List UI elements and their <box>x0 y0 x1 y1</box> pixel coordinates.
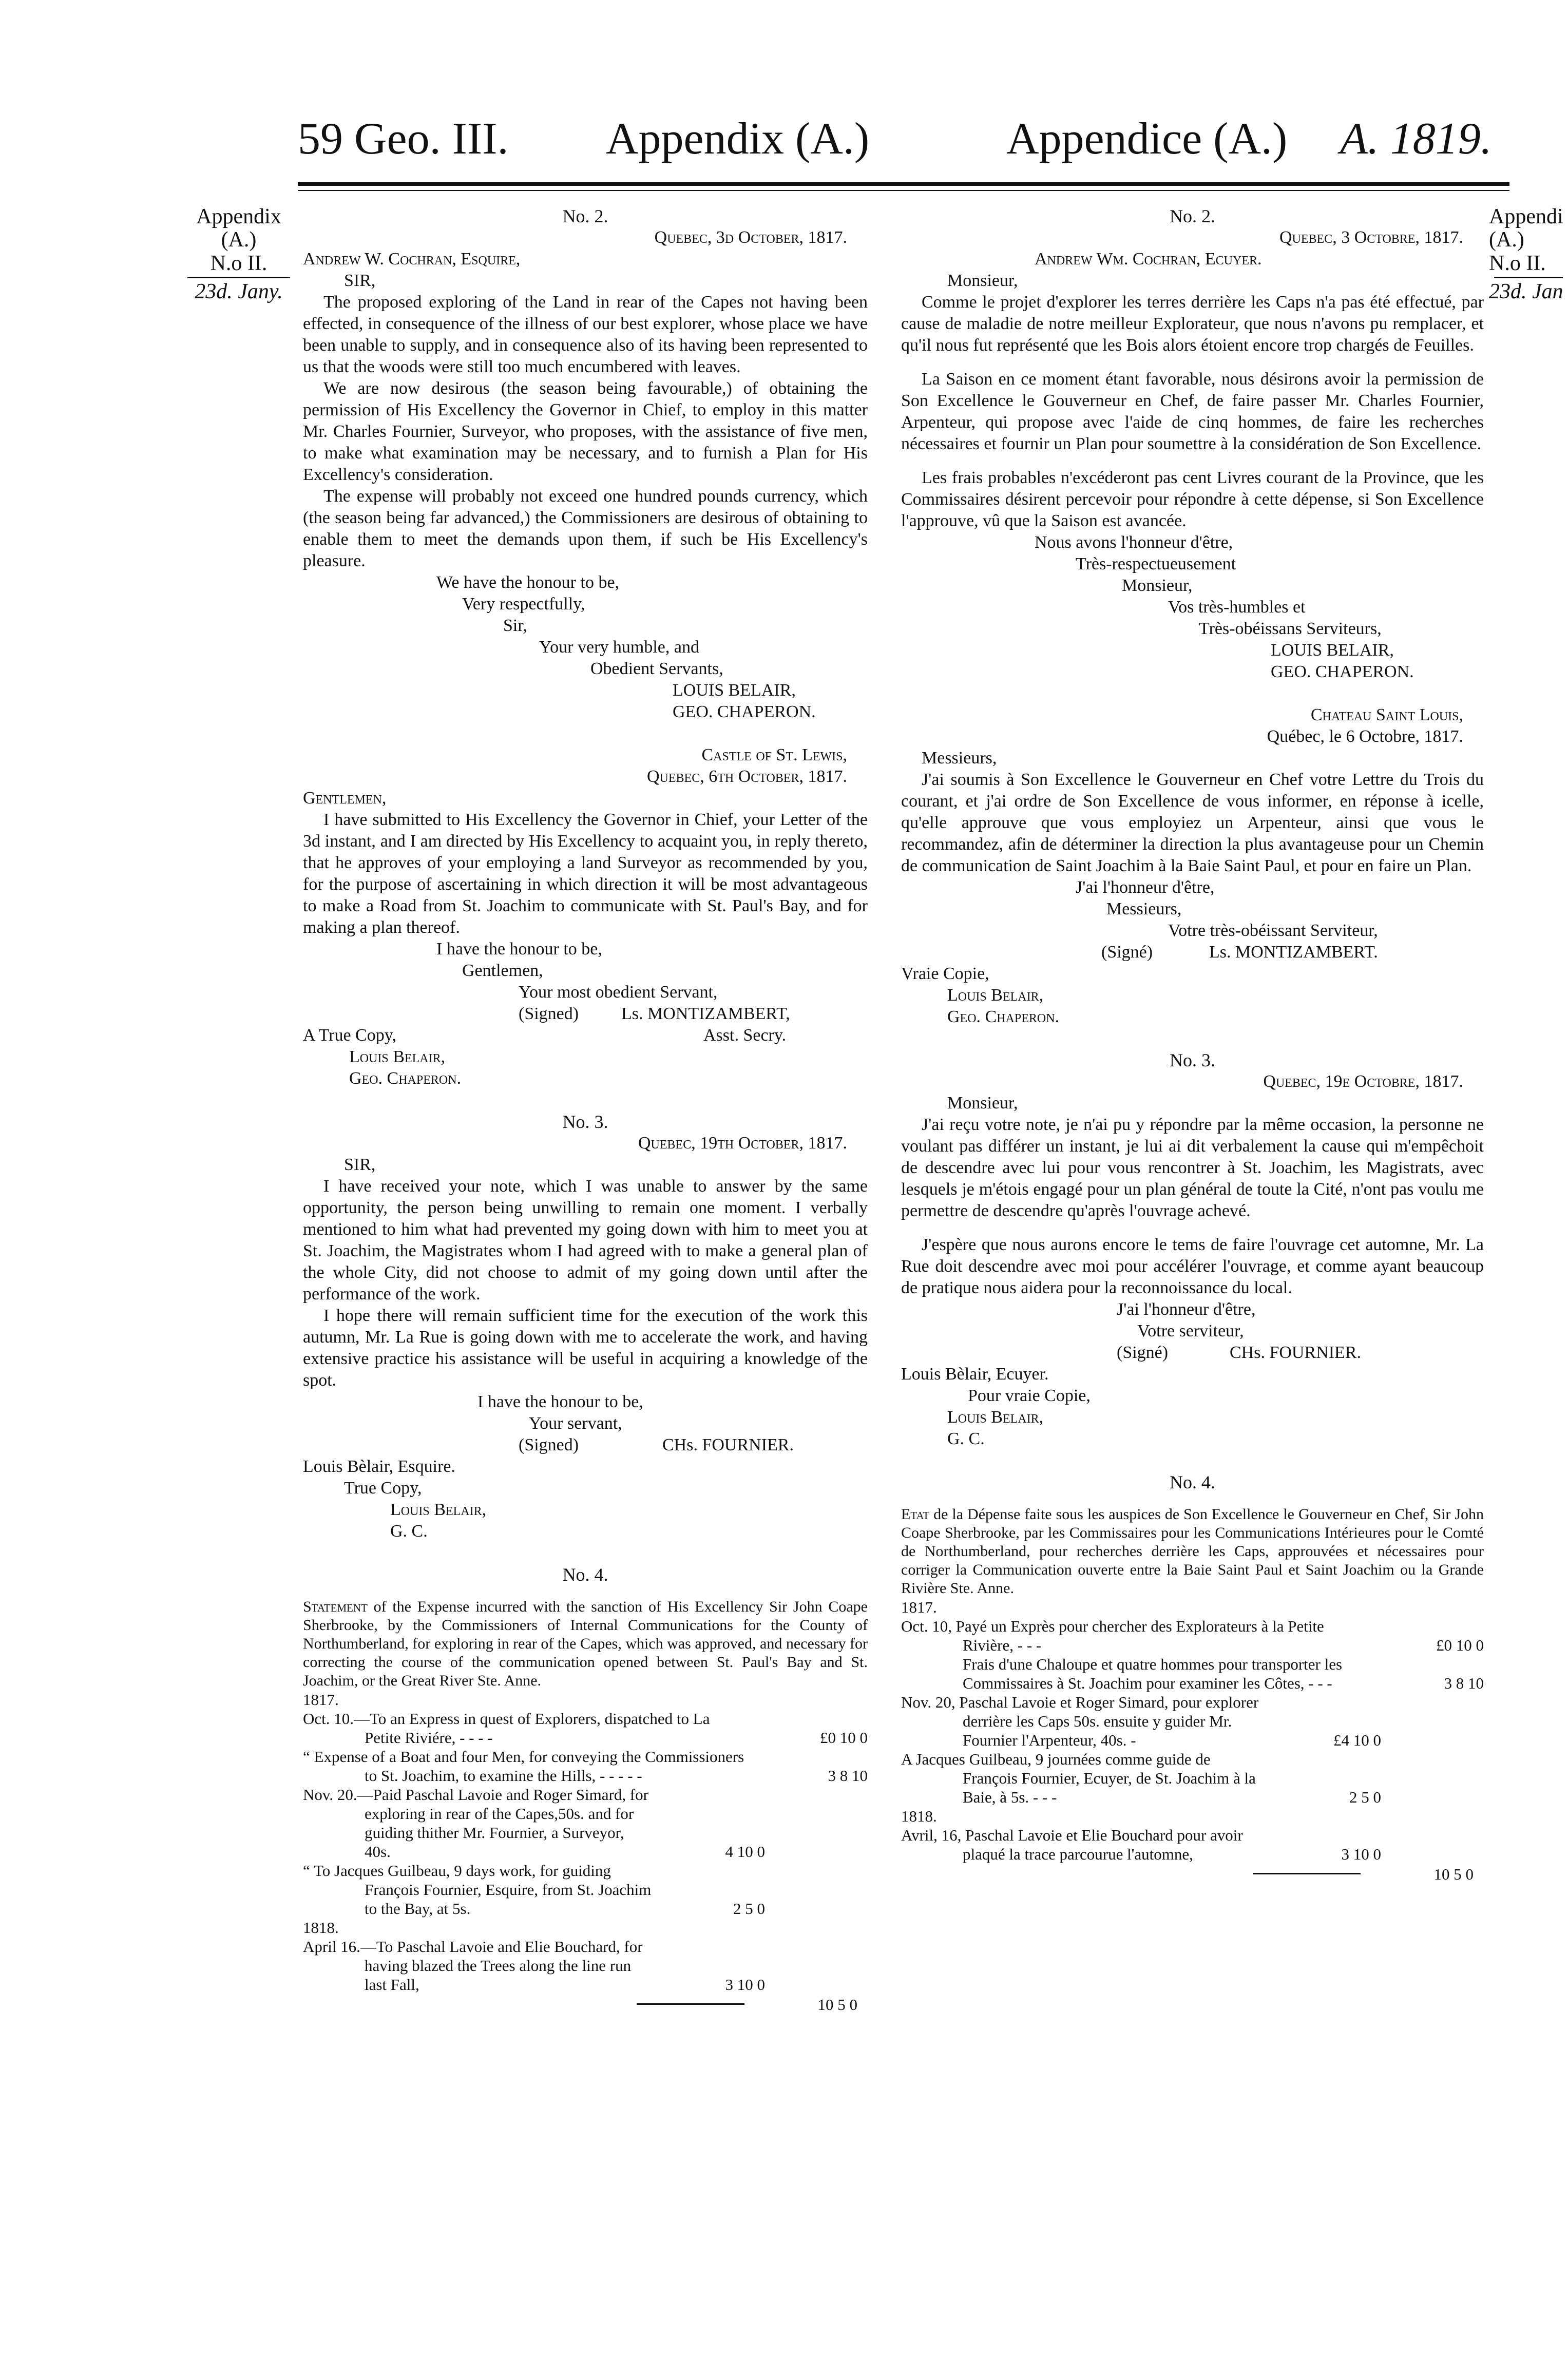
header-title-english: Appendix (A.) <box>606 114 870 164</box>
true-copy-label: A True Copy, <box>303 1026 397 1045</box>
copy-signature: Geo. Chaperon. <box>947 1007 1060 1026</box>
true-copy-label: True Copy, <box>344 1479 422 1498</box>
letter-place: Castle of St. Lewis, <box>701 745 847 764</box>
letter-salutation: Monsieur, <box>947 1094 1018 1113</box>
letter-addressee: Andrew W. Cochran, Esquire, <box>303 250 521 269</box>
statement-total-row <box>901 1864 1484 1884</box>
letter-paragraph: Les frais probables n'excéderont pas cent Livres courant de la Province, que les Commissaires désirent percevoir pour répondre à cette dépense, si Son Excellence l'approuve, vû que la Saison est avancée. <box>901 468 1484 530</box>
expense-item <box>303 1861 868 1918</box>
letter-dateline: Quebec, 19th October, 1817. <box>638 1134 847 1153</box>
expense-text: “ To Jacques Guilbeau, 9 days work, for guiding François Fournier, Esquire, from St. Joachim to the Bay, at 5s. <box>303 1862 652 1918</box>
expense-item <box>901 1655 1484 1693</box>
letter-paragraph: J'espère que nous aurons encore le tems de faire l'ouvrage cet automne, Mr. La Rue doit descendre avec moi pour accélérer l'ouvrage, et comme ayant beaucoup de pratique nous aidera pour la reconnoissance du local. <box>901 1235 1484 1297</box>
header-title-french: Appendice (A.) <box>1006 114 1288 164</box>
expense-amount: £0 10 0 <box>820 1729 868 1747</box>
expense-amount: 3 10 0 <box>725 1976 765 1994</box>
expense-item <box>303 1937 868 1994</box>
expense-amount: 2 5 0 <box>733 1900 765 1918</box>
margin-note-right <box>1489 205 1568 303</box>
expense-text: Oct. 10.—To an Express in quest of Explorers, dispatched to La Petite Riviére, - - - - <box>303 1710 710 1747</box>
letter-closing: Your very humble, and <box>539 638 699 657</box>
letter-closing: Gentlemen, <box>462 961 543 980</box>
margin-note-left <box>182 205 295 303</box>
statement-year: 1817. <box>901 1598 937 1616</box>
statement-lead: Statement <box>303 1598 368 1615</box>
expense-item <box>303 1709 868 1747</box>
letter-paragraph: I have submitted to His Excellency the Governor in Chief, your Letter of the 3d instant, and I am directed by His Excellency to acquaint you, in reply thereto, that he approves of your employing a land Surveyor as recommended by you, for the purpose of ascertaining in which direction it will be most advantageous to make a Road from St. Joachim to communicate with St. Paul's Bay, and for making a plan thereof. <box>303 810 868 937</box>
statement-year: 1818. <box>901 1807 937 1825</box>
signed-label: (Signed) <box>519 1004 579 1023</box>
expense-amount: £0 10 0 <box>1436 1636 1484 1654</box>
expense-text: Oct. 10, Payé un Exprès pour chercher des Explorateurs à la Petite Rivière, - - - <box>901 1617 1324 1654</box>
letter-paragraph: The expense will probably not exceed one hundred pounds currency, which (the season being far advanced,) the Commissioners are desirous of obtaining to enable them to meet the demands upon them, if such be His Excellency's pleasure. <box>303 487 868 570</box>
letter-closing: J'ai l'honneur d'être, <box>1076 878 1215 897</box>
letter-signature: LOUIS BELAIR, <box>1271 641 1394 660</box>
margin-number: N.o II. <box>1489 251 1546 275</box>
statement-number: No. 4. <box>562 1564 608 1585</box>
letter-signature: CHs. FOURNIER. <box>1230 1343 1361 1362</box>
letter-paragraph: Comme le projet d'explorer les terres derrière les Caps n'a pas été effectué, par cause de maladie de notre meilleur Explorateur, que nous n'avons pu remplacer, et qu'il nous fut représenté que les Bois alors étoient encore trop chargés de Feuilles. <box>901 293 1484 355</box>
signed-line <box>901 942 1484 963</box>
letter-paragraph: I hope there will remain sufficient time for the execution of the work this autumn, Mr. La Rue is going down with me to accelerate the work, and having extensive practice his assistance will be useful in acquiring a knowledge of the spot. <box>303 1306 868 1390</box>
letter-closing: Your most obedient Servant, <box>519 983 718 1002</box>
letter-closing: Messieurs, <box>1106 899 1182 918</box>
statement-number: No. 4. <box>1170 1472 1215 1492</box>
signed-line <box>303 1434 868 1456</box>
header-rule-thin <box>298 190 1509 191</box>
signatory-title: Asst. Secry. <box>703 1026 787 1045</box>
expense-text: “ Expense of a Boat and four Men, for conveying the Commissioners to St. Joachim, to examine the Hills, - - - - - <box>303 1748 744 1785</box>
letter-dateline: Quebec, 6th October, 1817. <box>646 767 847 786</box>
expense-text: A Jacques Guilbeau, 9 journées comme guide de François Fournier, Ecuyer, de St. Joachim à la Baie, à 5s. - - - <box>901 1750 1256 1806</box>
letter-closing: Vos très-humbles et <box>1168 598 1306 617</box>
expense-item <box>901 1826 1484 1864</box>
letter-salutation: Monsieur, <box>947 271 1018 290</box>
letter-dateline: Quebec, 3 Octobre, 1817. <box>1279 228 1463 247</box>
margin-label: Appendi <box>1489 205 1563 228</box>
expense-text: Nov. 20, Paschal Lavoie et Roger Simard, pour explorer derrière les Caps 50s. ensuite y guider Mr. Fournier l'Arpenteur, 40s. - <box>901 1693 1259 1749</box>
copy-signature: Louis Belair, <box>390 1500 487 1519</box>
letter-closing: Très-obéissans Serviteurs, <box>1199 619 1382 638</box>
expense-amount: £4 10 0 <box>1333 1731 1381 1749</box>
letter-paragraph: J'ai soumis à Son Excellence le Gouverneur en Chef votre Lettre du Trois du courant, et j'ai ordre de Son Excellence de vous informer, en réponse à icelle, qu'elle approuve que vous employiez un Arpenteur, ainsi que vous le recommandez, afin de déterminer la direction la plus avantageuse pour un Chemin de communication de Saint Joachim à la Baie Saint Paul, et pour en faire un Plan. <box>901 770 1484 875</box>
letter-dateline: Quebec, 3d October, 1817. <box>654 228 847 247</box>
true-copy-label: Vraie Copie, <box>901 964 989 983</box>
letter-closing: Sir, <box>503 616 527 635</box>
french-column <box>901 205 1484 1884</box>
margin-sub: (A.) <box>1489 228 1524 252</box>
copy-signature: G. C. <box>947 1429 985 1448</box>
expense-text: Avril, 16, Paschal Lavoie et Elie Bouchard pour avoir plaqué la trace parcourue l'automne, <box>901 1826 1243 1863</box>
expense-text: April 16.—To Paschal Lavoie and Elie Bouchard, for having blazed the Trees along the line run last Fall, <box>303 1938 643 1994</box>
letter-signature: GEO. CHAPERON. <box>1271 662 1414 681</box>
header-reign: 59 Geo. III. <box>298 114 509 164</box>
statement-intro <box>303 1598 868 1690</box>
margin-date: 23d. Jan <box>1489 280 1563 304</box>
letter-closing: Votre très-obéissant Serviteur, <box>1168 921 1378 940</box>
signed-label: (Signé) <box>1101 943 1153 962</box>
letter-signature: Ls. MONTIZAMBERT. <box>1209 943 1378 962</box>
true-copy-label: Pour vraie Copie, <box>968 1386 1091 1405</box>
expense-text: Nov. 20.—Paid Paschal Lavoie and Roger Simard, for exploring in rear of the Capes,50s. and for guiding thither Mr. Fournier, a Surveyor, 40s. <box>303 1786 648 1861</box>
statement-intro <box>901 1505 1484 1598</box>
letter-signature: LOUIS BELAIR, <box>673 681 796 700</box>
letter-closing: Très-respectueusement <box>1076 554 1236 573</box>
statement-year: 1817. <box>303 1691 339 1709</box>
statement-lead: Etat <box>901 1506 930 1523</box>
letter-paragraph: La Saison en ce moment étant favorable, nous désirons avoir la permission de Son Excellence le Gouverneur en Chef, de faire passer Mr. Charles Fournier, Arpenteur, qui propose avec l'aide de cinq hommes, de faire les recherches nécessaires et fournir un Plan pour soumettre à la considération de Son Excellence. <box>901 370 1484 453</box>
total-rule <box>637 2003 744 2005</box>
letter-signature: CHs. FOURNIER. <box>662 1435 794 1454</box>
letter-addressee: Andrew Wm. Cochran, Ecuyer. <box>1035 250 1262 269</box>
letter-salutation: Gentlemen, <box>303 789 387 808</box>
letter-signature: GEO. CHAPERON. <box>673 702 816 721</box>
letter-closing: Monsieur, <box>1122 576 1193 595</box>
signed-label: (Signé) <box>1117 1343 1169 1362</box>
letter-dateline: Québec, le 6 Octobre, 1817. <box>1267 727 1463 746</box>
letter-number: No. 3. <box>562 1112 608 1132</box>
running-header <box>298 113 1492 169</box>
expense-amount: 3 8 10 <box>1444 1674 1484 1692</box>
signed-label: (Signed) <box>519 1435 579 1454</box>
header-year: A. 1819. <box>1340 114 1492 164</box>
statement-year: 1818. <box>303 1919 339 1937</box>
letter-addressee: Louis Bèlair, Esquire. <box>303 1457 456 1476</box>
letter-paragraph: The proposed exploring of the Land in rear of the Capes not having been effected, in consequence of the illness of our best explorer, whose place we have been unable to supply, and in consequence also of its having been represented to us that the woods were still too much encumbered with leaves. <box>303 293 868 376</box>
signed-line <box>303 1003 868 1025</box>
copy-signature: Geo. Chaperon. <box>349 1069 462 1088</box>
expense-item <box>901 1693 1484 1750</box>
copy-signature: Louis Belair, <box>947 986 1044 1005</box>
letter-salutation: Messieurs, <box>922 749 997 768</box>
letter-closing: J'ai l'honneur d'être, <box>1117 1300 1256 1319</box>
letter-closing: Very respectfully, <box>462 595 585 614</box>
copy-signature: Louis Belair, <box>349 1047 446 1066</box>
letter-salutation: SIR, <box>344 271 376 290</box>
expense-amount: 3 8 10 <box>828 1767 868 1785</box>
letter-number: No. 3. <box>1170 1050 1215 1070</box>
letter-closing: We have the honour to be, <box>436 573 620 592</box>
letter-closing: I have the honour to be, <box>436 940 602 959</box>
letter-addressee: Louis Bèlair, Ecuyer. <box>901 1365 1049 1384</box>
total-rule <box>1253 1873 1361 1874</box>
header-rule <box>298 182 1509 186</box>
letter-number: No. 2. <box>562 206 608 226</box>
expense-amount: 3 10 0 <box>1341 1845 1381 1863</box>
margin-divider <box>1494 277 1563 278</box>
letter-closing: Nous avons l'honneur d'être, <box>1035 533 1233 552</box>
margin-sub: (A.) <box>221 228 257 252</box>
margin-date: 23d. Jany. <box>195 280 283 304</box>
letter-paragraph: We are now desirous (the season being favourable,) of obtaining the permission of His Excellency the Governor in Chief, to employ in this matter Mr. Charles Fournier, Surveyor, who proposes, with the assistance of five men, to make what examination may be necessary, and to furnish a Plan for His Excellency's consideration. <box>303 379 868 484</box>
letter-closing: Your servant, <box>529 1414 622 1433</box>
margin-number: N.o II. <box>210 251 267 275</box>
statement-total: 10 5 0 <box>817 1996 857 2014</box>
letter-signature: Ls. MONTIZAMBERT, <box>621 1004 790 1023</box>
expense-amount: 2 5 0 <box>1349 1788 1381 1806</box>
statement-total: 10 5 0 <box>1433 1865 1474 1883</box>
statement-total-row <box>303 1994 868 2015</box>
letter-paragraph: J'ai reçu votre note, je n'ai pu y répondre par la même occasion, la personne ne voulant pas différer un instant, je lui ai dit verbalement la cause qui m'empêchoit de descendre avec lui pour vous rencontrer à St. Joachim, les Magistrats, avec lesquels je m'étois engagé pour un plan général de toute la Cité, n'ont pas voulu me permettre de descendre qu'après l'ouvrage achevé. <box>901 1115 1484 1220</box>
copy-signature: Louis Belair, <box>947 1408 1044 1427</box>
signed-line <box>901 1342 1484 1364</box>
letter-number: No. 2. <box>1170 206 1215 226</box>
letter-closing: Obedient Servants, <box>590 659 723 678</box>
english-column <box>303 205 868 2015</box>
expense-item <box>901 1750 1484 1807</box>
margin-label: Appendix <box>196 205 281 228</box>
copy-signature: G. C. <box>390 1522 428 1541</box>
copy-line <box>303 1025 868 1046</box>
expense-text: Frais d'une Chaloupe et quatre hommes pour transporter les Commissaires à St. Joachim pour examiner les Côtes, - - - <box>963 1655 1343 1692</box>
statement-intro-text: of the Expense incurred with the sanction of His Excellency Sir John Coape Sherbrooke, by the Commissioners of Internal Communications for the County of Northumberland, for exploring in rear of the Capes, which was approved, and necessary for correcting the course of the communication opened between St. Paul's Bay and St. Joachim, or the Great River Ste. Anne. <box>303 1598 868 1689</box>
letter-salutation: SIR, <box>344 1155 376 1174</box>
expense-item <box>901 1617 1484 1655</box>
expense-item <box>303 1747 868 1785</box>
letter-place: Chateau Saint Louis, <box>1310 705 1463 724</box>
margin-divider <box>187 277 290 278</box>
expense-amount: 4 10 0 <box>725 1843 765 1861</box>
expense-item <box>303 1785 868 1861</box>
letter-closing: I have the honour to be, <box>477 1392 643 1411</box>
letter-dateline: Quebec, 19e Octobre, 1817. <box>1263 1072 1463 1091</box>
letter-closing: Votre serviteur, <box>1137 1321 1244 1340</box>
statement-intro-text: de la Dépense faite sous les auspices de Son Excellence le Gouverneur en Chef, Sir John Coape Sherbrooke, par les Commissaires pour les Communications Intérieures pour le Comté de Northumberland, pour recherches derrière les Caps, approuvées et nécessaires pour corriger la Communication ouverte entre la Baie Saint Paul et Saint Joachim ou la Grande Rivière Ste. Anne. <box>901 1506 1484 1597</box>
letter-paragraph: I have received your note, which I was unable to answer by the same opportunity, the person being unwilling to remain one moment. I verbally mentioned to him what had prevented my going down with him to meet you at St. Joachim, the Magistrates whom I had agreed with to make a general plan of the whole City, did not choose to admit of my going down until after the performance of the work. <box>303 1177 868 1304</box>
